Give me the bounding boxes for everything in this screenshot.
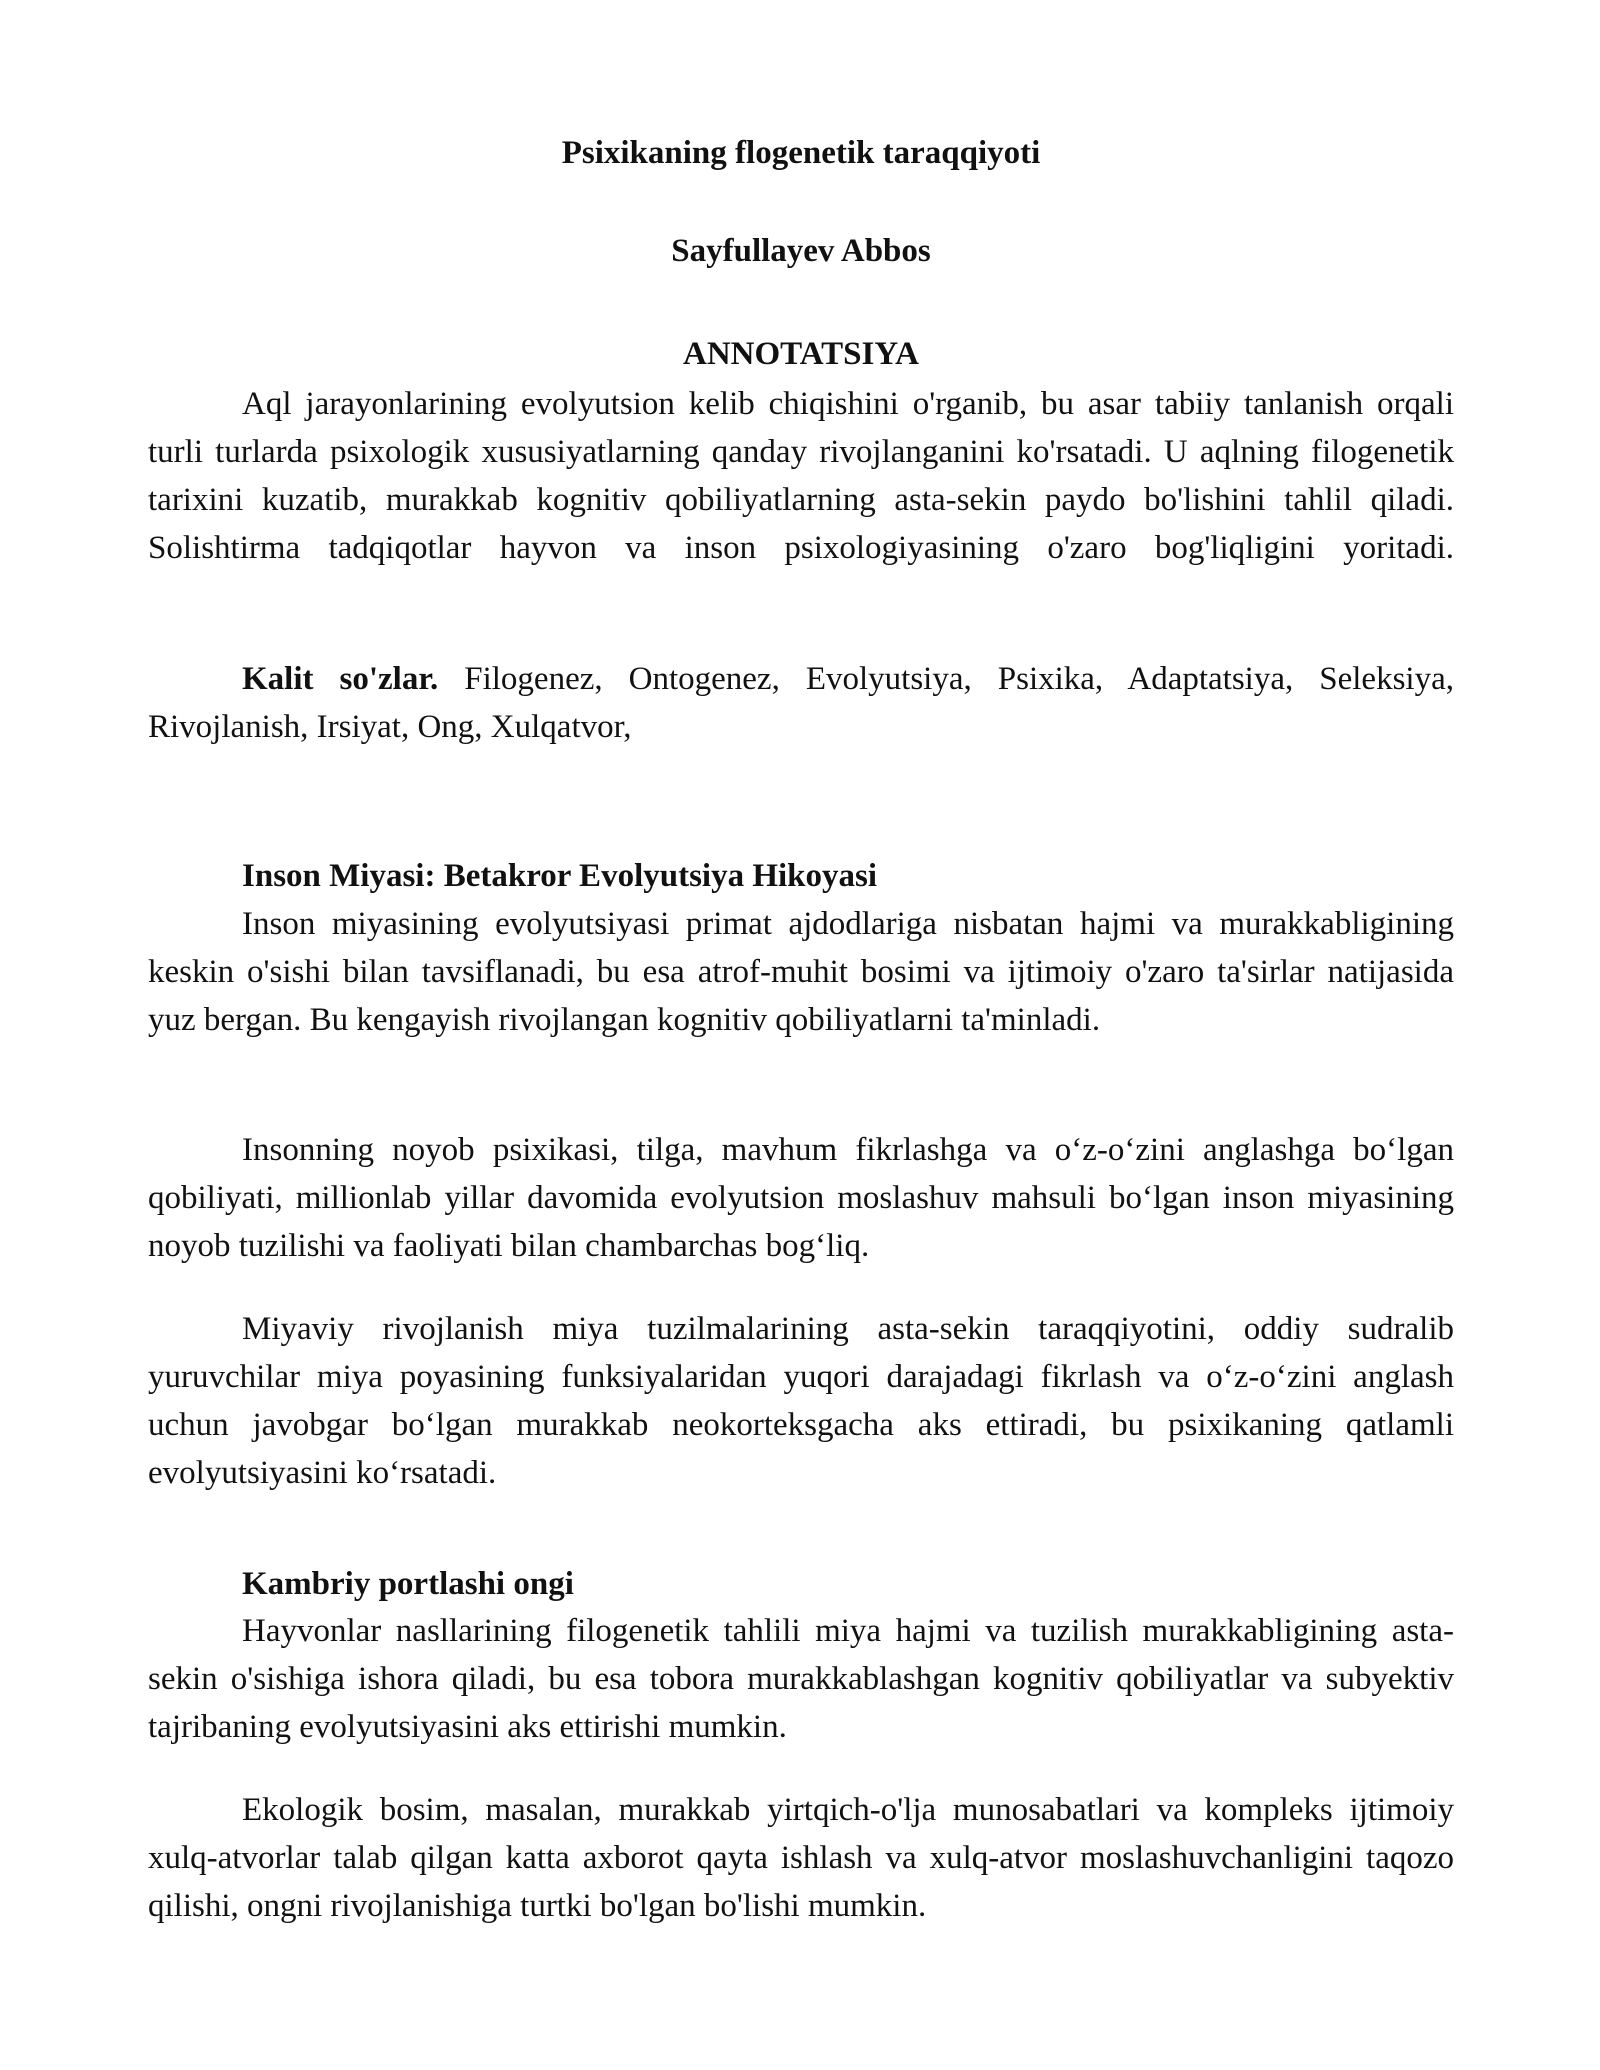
section-heading-2: Kambriy portlashi ongi [242,1566,574,1602]
paper-title: Psixikaning flogenetik taraqqiyoti [561,135,1041,171]
keywords-label: Kalit so'zlar. [242,661,439,697]
section-heading-1: Inson Miyasi: Betakror Evolyutsiya Hikoyasi [242,858,878,894]
author-name: Sayfullayev Abbos [671,233,931,269]
section1-paragraph-1: Inson miyasining evolyutsiyasi primat ajdodlariga nisbatan hajmi va murakkabligining keskin o'sishi bilan tavsiflanadi, bu esa atrof-muhit bosimi va ijtimoiy o'zaro ta'sirlar natijasida yuz bergan. Bu kengayish rivojlangan kognitiv qobiliyatlarni ta'minladi. [148,906,1454,1038]
section2-paragraph-2: Ekologik bosim, masalan, murakkab yirtqich-o'lja munosabatlari va kompleks ijtimoiy xulq-atvorlar talab qilgan katta axborot qayta ishlash va xulq-atvor moslashuvchanligini taqozo qilishi, ongni rivojlanishiga turtki bo'lgan bo'lishi mumkin. [148,1792,1454,1924]
keywords-paragraph [148,655,1454,751]
section1-paragraph-2: Insonning noyob psixikasi, tilga, mavhum fikrlashga va o‘z-o‘zini anglashga bo‘lgan qobiliyati, millionlab yillar davomida evolyutsion moslashuv mahsuli bo‘lgan inson miyasining noyob tuzilishi va faoliyati bilan chambarchas bog‘liq. [148,1132,1454,1264]
keywords-text: Filogenez, Ontogenez, Evolyutsiya, Psixika, Adaptatsiya, Seleksiya, Rivojlanish, Irsiyat, Ong, Xulqatvor, [148,661,1454,745]
section2-paragraph-1: Hayvonlar nasllarining filogenetik tahlili miya hajmi va tuzilish murakkabligining asta-sekin o'sishiga ishora qiladi, bu esa tobora murakkablashgan kognitiv qobiliyatlar va subyektiv tajribaning evolyutsiyasini aks ettirishi mumkin. [148,1613,1454,1745]
section1-paragraph-3: Miyaviy rivojlanish miya tuzilmalarining asta-sekin taraqqiyotini, oddiy sudralib yuruvchilar miya poyasining funksiyalaridan yuqori darajadagi fikrlash va o‘z-o‘zini anglash uchun javobgar bo‘lgan murakkab neokorteksgacha aks ettiradi, bu psixikaning qatlamli evolyutsiyasini ko‘rsatadi. [148,1311,1454,1491]
annotation-heading: ANNOTATSIYA [683,336,919,372]
annotation-text: Aql jarayonlarining evolyutsion kelib chiqishini o'rganib, bu asar tabiiy tanlanish orqali turli turlarda psixologik xususiyatlarning qanday rivojlanganini ko'rsatadi. U aqlning filogenetik tarixini kuzatib, murakkab kognitiv qobiliyatlarning asta-sekin paydo bo'lishini tahlil qiladi. Solishtirma tadqiqotlar hayvon va inson psixologiyasining o'zaro bog'liqligini yoritadi. [148,386,1454,566]
